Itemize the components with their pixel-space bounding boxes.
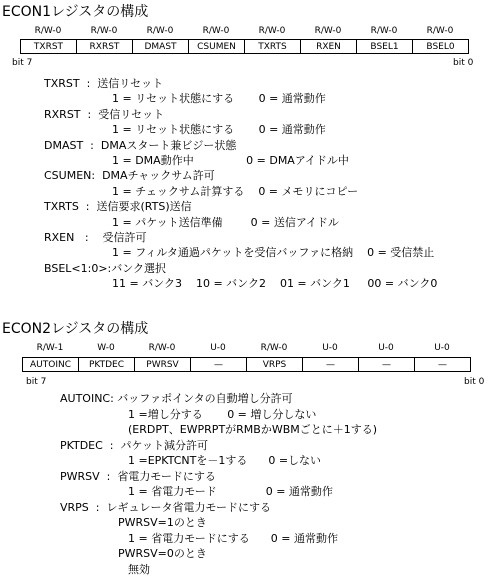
econ2-bit-2: —	[303, 358, 359, 372]
econ1-access-5: R/W-0	[146, 26, 174, 36]
econ1-desc-line: CSUMEN: DMAチャックサム許可	[44, 169, 215, 183]
econ2-desc-line: PWRSV=1のとき	[118, 516, 207, 529]
econ2-access-0: U-0	[434, 343, 450, 353]
econ1-bit-1: BSEL1	[357, 40, 413, 54]
econ1-desc-line: 1 = フィルタ通過パケットを受信バッファに格納 0 = 受信禁止	[112, 246, 435, 260]
econ1-access-1: R/W-0	[370, 26, 398, 36]
econ2-desc-line: 1 = 省電力モード 0 = 通常動作	[128, 485, 333, 498]
econ2-bit-0: —	[415, 358, 471, 372]
econ2-bit-1: —	[359, 358, 415, 372]
econ1-desc-line: 1 = DMA動作中 0 = DMAアイドル中	[112, 154, 349, 167]
econ1-access-4: R/W-0	[202, 26, 230, 36]
econ1-access-2: R/W-0	[314, 26, 342, 36]
econ1-bit-6: RXRST	[77, 40, 133, 54]
econ2-access-4: U-0	[210, 343, 226, 353]
econ2-access-5: R/W-0	[148, 343, 176, 353]
econ1-desc-line: RXRST : 受信リセット	[44, 107, 165, 121]
econ1-desc-line: TXRST : 送信リセット	[44, 77, 164, 90]
econ1-desc-line: DMAST : DMAスタート兼ビジー状態	[44, 138, 237, 152]
econ1-desc-line: 11 = バンク3 10 = バンク2 01 = バンク1 00 = バンク0	[112, 277, 438, 291]
econ2-desc-line: 1 =EPKTCNTを－1する 0 =しない	[128, 454, 322, 467]
econ1-access-3: R/W-0	[258, 26, 286, 36]
econ2-bit-5: PWRSV	[135, 358, 191, 372]
econ2-bit-6: PKTDEC	[79, 358, 135, 372]
econ2-desc-line: PWRSV=0のとき	[118, 547, 207, 560]
econ2-access-1: U-0	[378, 343, 394, 353]
econ2-bit-4: —	[191, 358, 247, 372]
econ1-desc-line: BSEL<1:0>:バンク選択	[44, 261, 167, 275]
econ2-bit-3: VRPS	[247, 358, 303, 372]
econ1-bit-2: RXEN	[301, 40, 357, 54]
econ2-register-table	[22, 357, 471, 372]
econ1-desc-line: 1 = チェックサム計算する 0 = メモリにコピー	[112, 184, 359, 198]
econ1-bit0-label: bit 0	[453, 58, 474, 68]
econ2-title: ECON2レジスタの構成	[2, 321, 149, 337]
econ1-title: ECON1レジスタの構成	[2, 4, 149, 20]
econ1-desc-line: 1 = リセット状態にする 0 = 通常動作	[112, 123, 326, 137]
econ1-bit-5: DMAST	[133, 40, 189, 54]
econ2-access-7: R/W-1	[36, 343, 64, 353]
econ2-desc-line: 1 = 省電力モードにする 0 = 通常動作	[128, 531, 338, 545]
econ1-bit-3: TXRTS	[245, 40, 301, 54]
econ2-desc-line: PKTDEC : パケット減分許可	[60, 438, 208, 452]
econ2-access-2: U-0	[322, 343, 338, 353]
econ2-access-3: R/W-0	[260, 343, 288, 353]
econ1-desc-line: RXEN : 受信許可	[44, 231, 147, 244]
econ2-access-6: W-0	[97, 343, 115, 353]
econ2-desc-line: PWRSV : 省電力モードにする	[60, 469, 216, 483]
econ1-bit-4: CSUMEN	[189, 40, 245, 54]
econ1-desc-line: 1 = リセット状態にする 0 = 通常動作	[112, 92, 326, 106]
econ1-register-table	[20, 39, 469, 54]
econ2-bit0-label: bit 0	[464, 377, 485, 387]
econ1-bit7-label: bit 7	[12, 58, 33, 68]
econ1-access-7: R/W-0	[34, 26, 62, 36]
econ1-bit-7: TXRST	[21, 40, 77, 54]
econ2-desc-line: VRPS : レギュレータ省電力モードにする	[60, 500, 272, 514]
econ1-access-6: R/W-0	[90, 26, 118, 36]
econ2-desc-line: 1 =増し分する 0 = 増し分しない	[128, 407, 317, 421]
econ1-desc-line: 1 = パケット送信準備 0 = 送信アイドル	[112, 215, 339, 229]
econ2-desc-line: AUTOINC: バッファポインタの自動増し分許可	[60, 392, 293, 405]
econ1-desc-line: TXRTS : 送信要求(RTS)送信	[44, 200, 192, 214]
econ1-access-0: R/W-0	[426, 26, 454, 36]
econ2-desc-line: (ERDPT、EWPRPTがRMBかWBMごとに＋1する)	[128, 423, 378, 436]
econ2-desc-line: 無効	[128, 562, 150, 576]
econ2-bit7-label: bit 7	[26, 377, 47, 387]
econ2-bit-7: AUTOINC	[23, 358, 79, 372]
econ1-bit-0: BSEL0	[413, 40, 469, 54]
